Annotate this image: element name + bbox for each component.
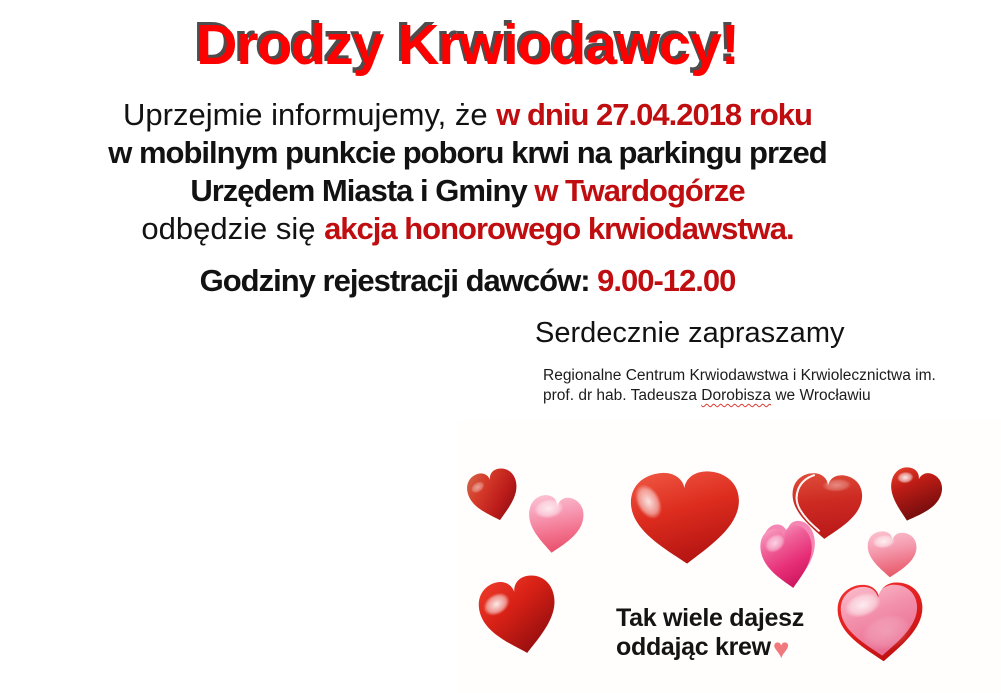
text-segment: w mobilnym punkcie poboru krwi na parkingu przed [108, 135, 827, 170]
attribution-line2 [543, 386, 963, 406]
hearts-illustration [458, 420, 1001, 693]
announcement-line [0, 210, 935, 248]
heart-shape [474, 571, 564, 660]
text-segment: odbędzie się [141, 211, 325, 246]
pink-glossy-heart [517, 486, 593, 564]
dark-red-heart [874, 456, 953, 535]
caption-line2: oddając krew♥ [616, 633, 790, 664]
text-segment: w dniu 27.04.2018 roku [496, 97, 812, 132]
text-segment: Godziny rejestracji dawców: [199, 263, 598, 298]
attribution-line2-before: prof. dr hab. Tadeusza [543, 387, 702, 404]
text-segment: akcja honorowego krwiodawstwa. [324, 211, 794, 246]
attribution [543, 366, 963, 406]
page-title: Drodzy Krwiodawcy! [196, 13, 739, 77]
announcement-line [0, 262, 935, 300]
announcement-line [0, 134, 935, 172]
text-segment: w Twardogórze [534, 173, 745, 208]
big-red-glossy-heart [463, 561, 575, 672]
text-segment: 9.00-12.00 [597, 263, 736, 298]
spellcheck-underlined-word: Dorobisza [701, 387, 772, 404]
attribution-line2-after: we Wrocławiu [771, 387, 871, 404]
big-red-heart [616, 460, 755, 578]
heart-shape [630, 470, 741, 565]
heart-shape [464, 465, 524, 526]
attribution-line1: Regionalne Centrum Krwiodawstwa i Krwiolecznictwa im. [543, 367, 936, 384]
announcement-text [0, 96, 935, 300]
big-pink-red-rim-heart [825, 571, 937, 674]
announcement-line [0, 96, 935, 134]
deep-pink-3d-heart [750, 515, 826, 601]
heart-icon: ♥ [772, 633, 790, 664]
image-caption [616, 604, 804, 663]
text-segment: Uprzejmie informujemy, że [123, 97, 497, 132]
text-segment: Urzędem Miasta i Gminy [190, 173, 535, 208]
announcement-line [0, 172, 935, 210]
heart-shape [882, 464, 946, 528]
caption-line1: Tak wiele dajesz [616, 604, 804, 632]
closing-text: Serdecznie zapraszamy [535, 317, 845, 349]
